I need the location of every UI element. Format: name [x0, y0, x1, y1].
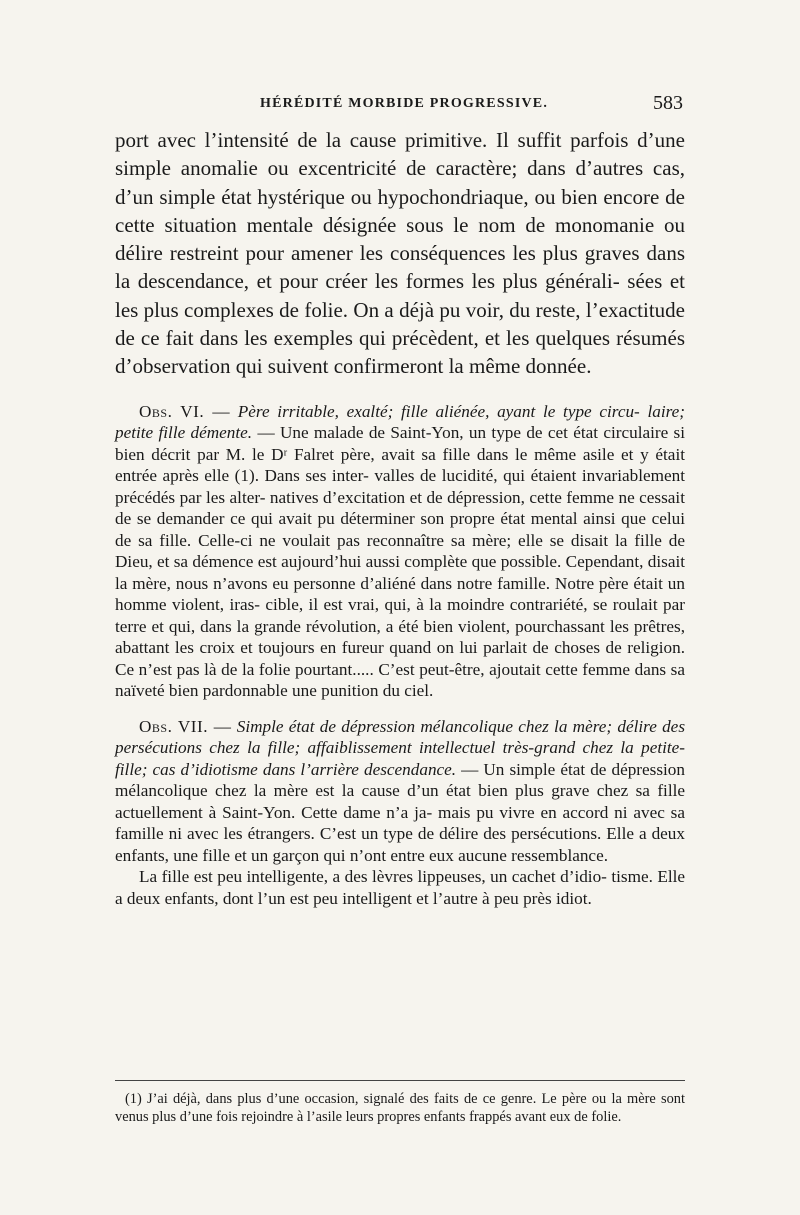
observation-6 [115, 401, 685, 702]
footnote: (1) J’ai déjà, dans plus d’une occasion, signalé des faits de ce genre. Le père ou la mère sont venus plus d’une fois rejoindre à l’asile leurs propres enfants frappés avant eux de folie. [115, 1091, 685, 1125]
obs6-text: — Une malade de Saint-Yon, un type de cet état circulaire si bien décrit par M. le Dʳ Falret père, avait sa fille dans le même asile et y était entrée après elle (1). Dans ses inter- valles de lucidité, qui étaient invariablement précédés par les alter- natives d’excitation et de dépression, cette femme ne cessait de se demander ce qui avait pu déterminer son propre état mental ainsi que celui de sa fille. Celle-ci ne voulait pas reconnaître sa mère; elle se disait la fille de Dieu, et sa démence est aujourd’hui aussi complète que possible. Cependant, disait la mère, nous n’avons eu personne d’aliéné dans notre famille. Notre père était un homme violent, iras- cible, il est vrai, qui, à la moindre contrariété, se roulait par terre et qui, dans la grande révolution, a été bien violent, pourchassant les prêtres, abattant les croix et toujours en fureur quand on lui parlait de choses de religion. Ce n’est pas là de la folie pourtant..... C’est peut-être, ajoutait cette femme dans sa naïveté bien pardonnable une punition du ciel. [115, 423, 686, 701]
obs6-label: Obs. VI. — [139, 401, 231, 421]
obs7-title: Simple état de dépression mélancolique chez la mère; délire des persécutions chez la fille; affaiblissement intellectuel très-grand chez la petite-fille; cas d’idiotisme dans l’arrière descendance. [115, 716, 686, 779]
running-header [115, 92, 685, 120]
observation-7 [115, 716, 685, 867]
footnote-rule [115, 1080, 685, 1081]
obs6-title: Père irritable, exalté; fille aliénée, ayant le type circu- laire; petite fille démente. [115, 401, 686, 443]
running-title: HÉRÉDITÉ MORBIDE PROGRESSIVE. [260, 96, 549, 111]
obs7-text: — Un simple état de dépression mélancolique chez la mère est la cause d’un état bien plus grave chez sa fille actuellement à Saint-Yon. Cette dame n’a ja- mais pu vivre en accord ni avec sa famille ni avec les étrangers. C’est un type de délire des persécutions. Elle a deux enfants, une fille et un garçon qui n’ont entre eux aucune ressemblance. [115, 759, 685, 865]
page-number: 583 [653, 92, 683, 114]
paragraph-intro: port avec l’intensité de la cause primitive. Il suffit parfois d’une simple anomalie ou excentricité de caractère; dans d’autres cas, d’un simple état hystérique ou hypochondriaque, ou bien encore de cette situation mentale désignée sous le nom de monomanie ou délire restreint pour amener les conséquences les plus graves dans la descendance, et pour créer les formes les plus générali- sées et les plus complexes de folie. On a déjà pu voir, du reste, l’exactitude de ce fait dans les exemples qui précèdent, et les quelques résumés d’observation qui suivent confirmeront la même donnée. [115, 128, 685, 379]
obs7-label: Obs. VII. — [139, 716, 232, 736]
paragraph-last: La fille est peu intelligente, a des lèvres lippeuses, un cachet d’idio- tisme. Elle a deux enfants, dont l’un est peu intelligent et l’autre à peu près idiot. [115, 867, 685, 908]
main-text [115, 126, 685, 909]
